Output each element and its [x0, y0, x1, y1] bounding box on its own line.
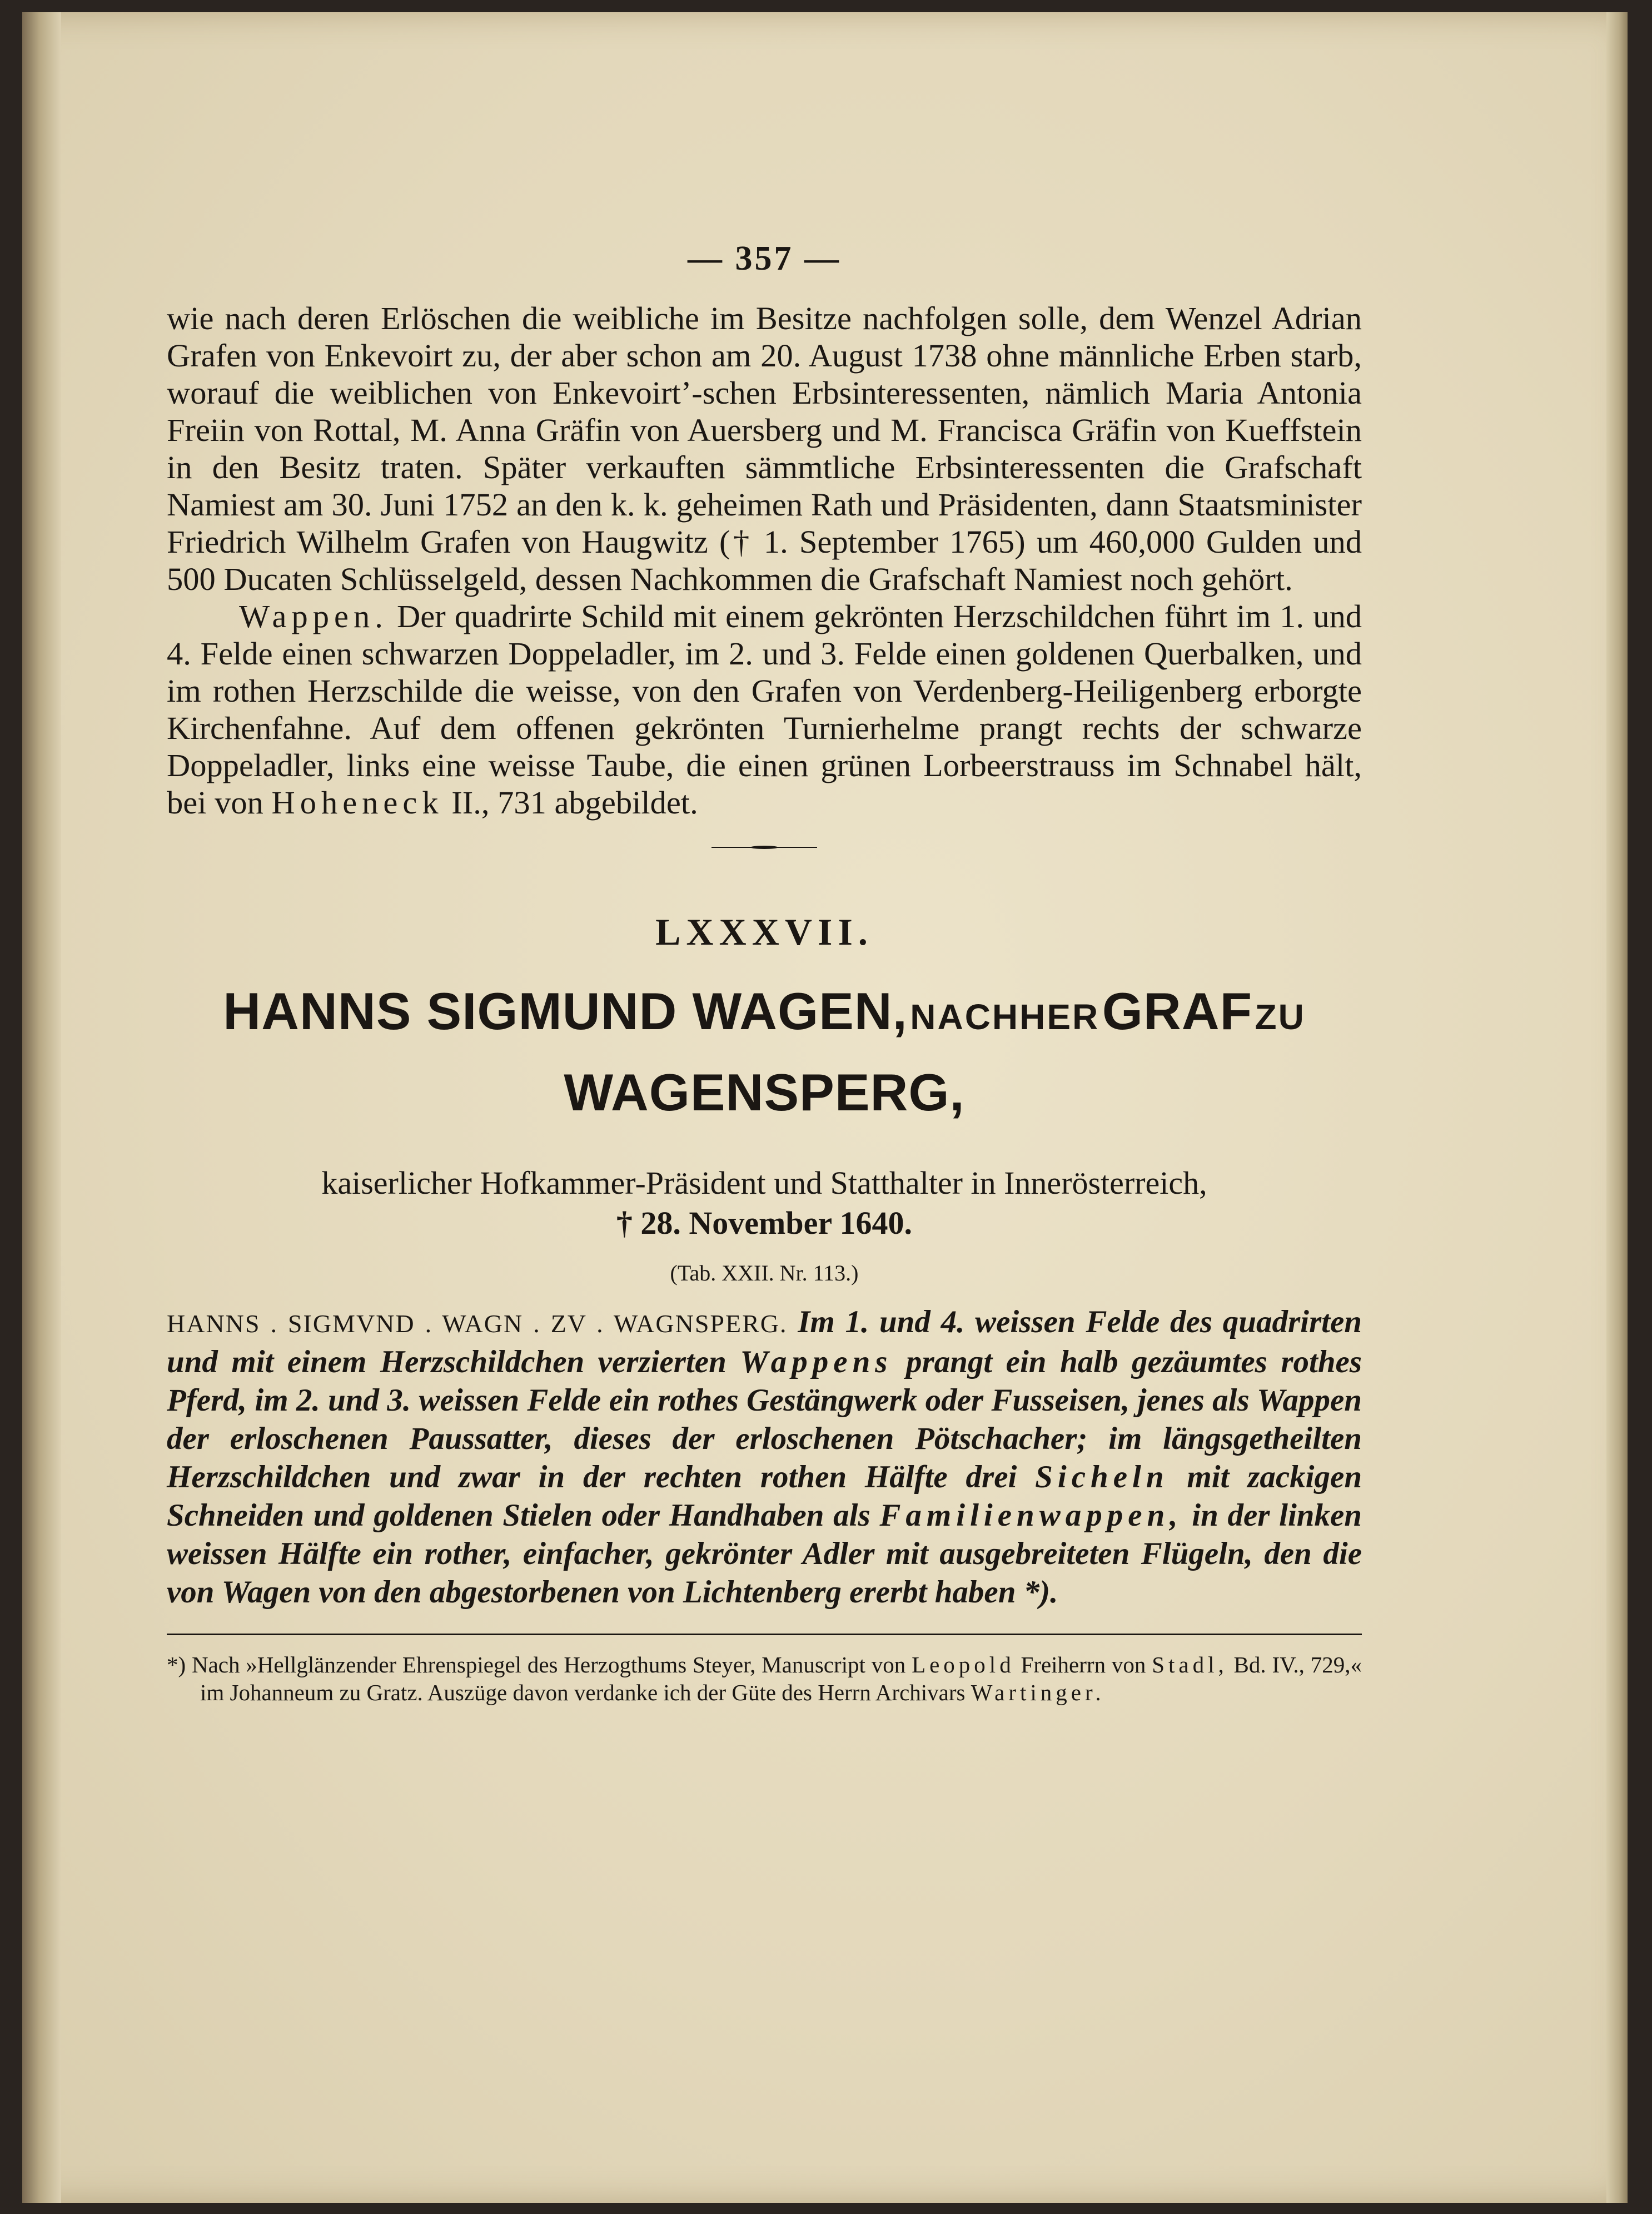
footnote-stadl: Stadl, [1152, 1652, 1228, 1677]
wappen-lead: Wappen. [239, 598, 388, 634]
section-number: LXXXVII. [655, 911, 873, 953]
page-number: — 357 — [688, 240, 841, 277]
page-edge [1606, 12, 1628, 2203]
paragraph-namiest: wie nach deren Erlöschen die weibliche im Besitze nachfolgen solle, dem Wenzel Adrian Grafen von Enkevoirt zu, der aber schon am 20. August 1738 ohne männliche Erben starb, worauf die weiblichen von Enkevoirt’-schen Erbsinteressenten, nämlich Maria Antonia Freiin von Rottal, M. Anna Gräfin von Auersberg und M. Francisca Gräfin von Kueffstein in den Besitz traten. Später verkauften sämmtliche Erbsinteressenten die Grafschaft Namiest am 30. Juni 1752 an den k. k. geheimen Rath und Präsidenten, dann Staatsminister Friedrich Wilhelm Grafen von Haugwitz († 1. September 1765) um 460,000 Gulden und 500 Ducaten Schlüsselgeld, dessen Nachkommen die Grafschaft Namiest noch gehört. [167, 300, 1362, 597]
title-graf: GRAF [1102, 982, 1253, 1040]
footnote-rule [167, 1634, 1362, 1635]
footnote-text-a: Nach »Hellglänzender Ehrenspiegel des Herzogthums Steyer, Manuscript von [191, 1652, 906, 1677]
inscription-caps: HANNS . SIGMVND . WAGN . ZV . WAGNSPERG. [167, 1309, 788, 1338]
footnote-text-c: Bd. IV., 729,« im Johanneum zu Gratz. Auszüge davon verdanke ich der Güte des Herrn Archivars [200, 1652, 1362, 1705]
footnote-mark: *) [167, 1652, 186, 1677]
wappen-tail: II., 731 abgebildet. [451, 785, 698, 821]
subtitle-death: † 28. November 1640. [616, 1205, 913, 1241]
page-gutter [22, 12, 61, 2203]
wappen-text: Der quadrirte Schild mit einem gekrönten Herzschildchen führt im 1. und 4. Felde einen schwarzen Doppeladler, im 2. und 3. Felde einen goldenen Querbalken, und im rothen Herzschilde die weisse, von den Grafen von Verdenberg-Heiligenberg erborgte Kirchenfahne. Auf dem offenen gekrönten Turnierhelme prangt rechts der schwarze Doppeladler, links eine weisse Taube, die einen grünen Lorbeerstrauss im Schnabel hält, bei von [167, 598, 1362, 821]
inscription-paragraph [167, 1303, 1362, 1611]
title-wagensperg: WAGENSPERG, [564, 1063, 965, 1121]
title-zu: ZU [1255, 997, 1306, 1037]
inscription-text-d: in der linken weissen Hälfte ein rother, einfacher, gekrönter Adler mit ausgebreiteten Flügeln, den die von Wagen von den abgestorbenen von Lichtenberg ererbt haben *). [167, 1498, 1362, 1610]
footnote-wartinger: Wartinger. [971, 1680, 1105, 1705]
subtitle-office: kaiserlicher Hofkammer-Präsident und Statthalter in Innerösterreich, [321, 1165, 1207, 1201]
ornamental-divider [711, 846, 817, 849]
inscription-text-a: Im 1. und 4. weissen Felde des quadrirten und mit einem Herzschildchen verzierten [167, 1304, 1362, 1379]
title-name: HANNS SIGMUND WAGEN, [223, 982, 908, 1040]
paragraph-wappen [167, 598, 1362, 821]
inscription-sicheln: Sicheln [1035, 1460, 1169, 1495]
inscription-familienwappen: Familienwappen, [879, 1498, 1183, 1533]
footnote [167, 1651, 1362, 1706]
footnote-text-b: Freiherrn von [1021, 1652, 1146, 1677]
entry-title [167, 979, 1362, 1141]
table-reference: (Tab. XXII. Nr. 113.) [670, 1260, 859, 1285]
inscription-text-c: mit zackigen Schneiden und goldenen Stielen oder Handhaben als [167, 1460, 1362, 1533]
inscription-text-b: prangt ein halb gezäumtes rothes Pferd, im 2. und 3. weissen Felde ein rothes Gestängwerk oder Fusseisen, jenes als Wappen der erloschenen Paussatter, dieses der erloschenen Pötschacher; im längsgetheilten Herzschildchen und zwar in der rechten rothen Hälfte drei [167, 1344, 1362, 1495]
hoheneck-ref: Hoheneck [271, 785, 444, 821]
entry-subtitle [167, 1163, 1362, 1243]
inscription-wappens: Wappens [740, 1344, 893, 1379]
footnote-leopold: Leopold [912, 1652, 1015, 1677]
page-content [167, 239, 1362, 1706]
title-nachher: NACHHER [910, 997, 1100, 1037]
